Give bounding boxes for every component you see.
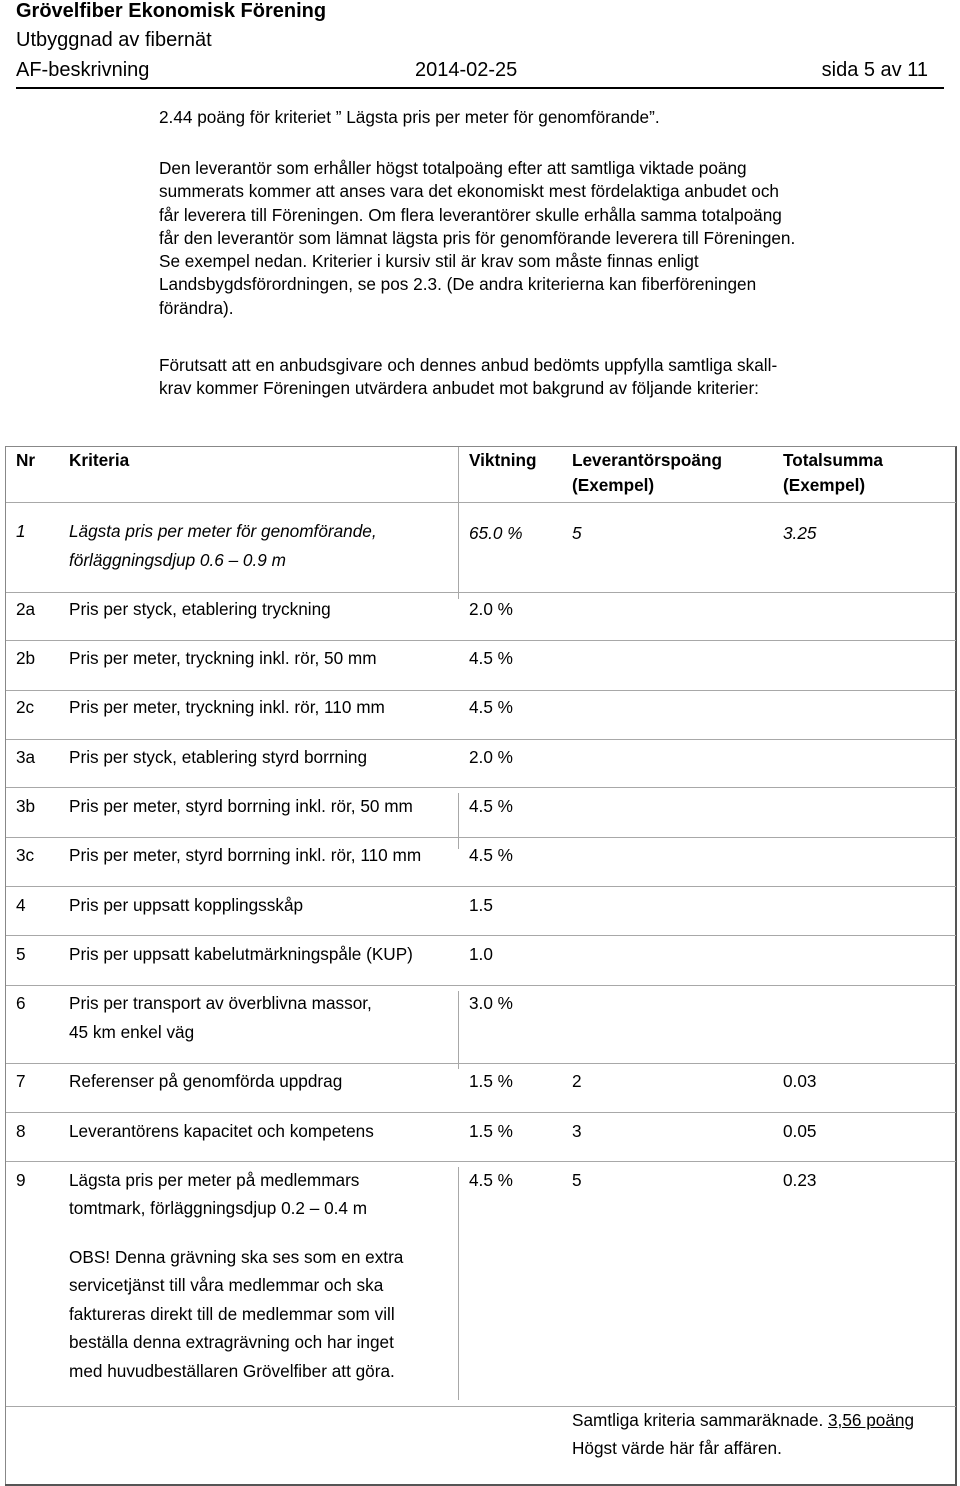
row-kriteria: Referenser på genomförda uppdrag: [69, 1071, 343, 1091]
row-divider: [6, 935, 956, 936]
row-kriteria: Pris per meter, styrd borrning inkl. rör, 110 mm: [69, 845, 422, 865]
row-kriteria: Pris per styck, etablering styrd borrning: [69, 747, 368, 767]
row-kriteria: Pris per styck, etablering tryckning: [69, 599, 331, 619]
row-nr: 4: [16, 895, 26, 915]
row-kriteria: Pris per transport av överblivna massor,: [69, 993, 372, 1013]
row-divider: [6, 985, 956, 986]
doc-type: AF-beskrivning: [16, 59, 150, 81]
row-divider: [6, 502, 956, 503]
row-kriteria: Lägsta pris per meter för genomförande,: [69, 521, 377, 541]
row-total: 0.05: [783, 1121, 817, 1141]
row-viktning: 65.0 %: [469, 523, 523, 543]
row-kriteria: Pris per uppsatt kabelutmärkningspåle (KUP): [69, 944, 413, 964]
row-viktning: 4.5 %: [469, 697, 513, 717]
col-header-kriteria: Kriteria: [69, 450, 130, 470]
col-header-leverantorspoang-sub: (Exempel): [572, 475, 655, 495]
doc-header-line: [16, 56, 928, 84]
col-header-viktning: Viktning: [469, 450, 537, 470]
row-divider: [6, 739, 956, 740]
row-kriteria: Pris per uppsatt kopplingsskåp: [69, 895, 304, 915]
row-viktning: 2.0 %: [469, 599, 513, 619]
text-line: Förutsatt att en anbudsgivare och dennes anbud bedömts uppfylla samtliga skall-: [159, 355, 778, 375]
summary-value: 3,56 poäng: [828, 1410, 915, 1430]
row-nr: 6: [16, 993, 26, 1013]
row-poang: 5: [572, 523, 582, 543]
obs-note-line: faktureras direkt till de medlemmar som vill: [69, 1304, 395, 1324]
row-divider: [6, 837, 956, 838]
row-divider: [6, 592, 956, 593]
text-line: Se exempel nedan. Kriterier i kursiv stil är krav som måste finnas enligt: [159, 251, 699, 272]
row-kriteria: Pris per meter, tryckning inkl. rör, 50 mm: [69, 648, 377, 668]
row-poang: 2: [572, 1071, 582, 1091]
row-nr: 2c: [16, 697, 35, 717]
doc-date: 2014-02-25: [415, 59, 518, 81]
row-kriteria: Lägsta pris per meter på medlemmars: [69, 1170, 360, 1190]
row-nr: 3a: [16, 747, 36, 767]
header-rule: [16, 87, 944, 89]
row-viktning: 1.5: [469, 895, 493, 915]
row-viktning: 4.5 %: [469, 648, 513, 668]
row-viktning: 3.0 %: [469, 993, 513, 1013]
text-line: får leverera till Föreningen. Om flera leverantörer skulle erhålla samma totalpoäng: [159, 204, 782, 225]
summary-line: [572, 1406, 914, 1434]
row-kriteria-line2: förläggningsdjup 0.6 – 0.9 m: [69, 550, 286, 570]
row-viktning: 1.0: [469, 944, 493, 964]
row-divider: [6, 640, 956, 641]
row-total: 3.25: [783, 523, 817, 543]
text-line: får den leverantör som lämnat lägsta pris för genomförande leverera till Föreningen.: [159, 227, 796, 248]
row-nr: 3b: [16, 796, 36, 816]
intro-paragraph-3: [159, 354, 859, 401]
row-divider: [6, 1112, 956, 1113]
row-divider: [6, 886, 956, 887]
row-nr: 5: [16, 944, 26, 964]
row-kriteria-line2: tomtmark, förläggningsdjup 0.2 – 0.4 m: [69, 1198, 368, 1218]
col-header-nr: Nr: [16, 450, 36, 470]
row-viktning: 4.5 %: [469, 1170, 513, 1190]
row-nr: 1: [16, 521, 26, 541]
text-line: krav kommer Föreningen utvärdera anbudet mot bakgrund av följande kriterier:: [159, 378, 759, 399]
row-poang: 3: [572, 1121, 582, 1141]
row-divider: [6, 1161, 956, 1162]
row-viktning: 4.5 %: [469, 796, 513, 816]
text-line: Den leverantör som erhåller högst totalpoäng efter att samtliga viktade poäng: [159, 158, 747, 178]
row-viktning: 1.5 %: [469, 1121, 513, 1141]
column-divider: [458, 447, 459, 599]
text-line: summerats kommer att anses vara det ekonomiskt mest fördelaktiga anbudet och: [159, 181, 779, 202]
intro-paragraph-2: [159, 157, 859, 320]
col-header-totalsumma: Totalsumma: [783, 450, 883, 470]
summary-line-2: Högst värde här får affären.: [572, 1438, 782, 1458]
row-nr: 7: [16, 1071, 26, 1091]
row-kriteria-line2: 45 km enkel väg: [69, 1022, 195, 1042]
col-header-leverantorspoang: Leverantörspoäng: [572, 450, 722, 470]
row-divider: [6, 690, 956, 691]
obs-note-line: med huvudbeställaren Grövelfiber att göra.: [69, 1361, 395, 1381]
intro-paragraph-1: 2.44 poäng för kriteriet ” Lägsta pris per meter för genomförande”.: [159, 107, 660, 127]
column-divider: [458, 1167, 459, 1400]
row-kriteria: Pris per meter, styrd borrning inkl. rör, 50 mm: [69, 796, 413, 816]
obs-note-line: beställa denna extragrävning och har inget: [69, 1332, 394, 1352]
row-divider: [6, 787, 956, 788]
column-divider: [458, 793, 459, 849]
row-nr: 2a: [16, 599, 36, 619]
obs-note-line: OBS! Denna grävning ska ses som en extra: [69, 1247, 404, 1267]
column-divider: [458, 991, 459, 1069]
row-nr: 3c: [16, 845, 35, 865]
org-name: Grövelfiber Ekonomisk Förening: [16, 0, 327, 22]
row-total: 0.03: [783, 1071, 817, 1091]
row-viktning: 1.5 %: [469, 1071, 513, 1091]
row-kriteria: Leverantörens kapacitet och kompetens: [69, 1121, 374, 1141]
row-poang: 5: [572, 1170, 582, 1190]
row-viktning: 2.0 %: [469, 747, 513, 767]
text-line: förändra).: [159, 297, 234, 318]
row-kriteria: Pris per meter, tryckning inkl. rör, 110 mm: [69, 697, 385, 717]
summary-text: Samtliga kriteria sammaräknade.: [572, 1410, 828, 1430]
project-name: Utbyggnad av fibernät: [16, 29, 212, 51]
text-line: Landsbygdsförordningen, se pos 2.3. (De andra kriterierna kan fiberföreningen: [159, 274, 757, 295]
row-divider: [6, 1063, 956, 1064]
row-nr: 9: [16, 1170, 26, 1190]
page-number: sida 5 av 11: [821, 59, 928, 81]
row-nr: 8: [16, 1121, 26, 1141]
col-header-totalsumma-sub: (Exempel): [783, 475, 866, 495]
row-nr: 2b: [16, 648, 36, 668]
obs-note-line: servicetjänst till våra medlemmar och ska: [69, 1275, 384, 1295]
row-viktning: 4.5 %: [469, 845, 513, 865]
row-total: 0.23: [783, 1170, 817, 1190]
